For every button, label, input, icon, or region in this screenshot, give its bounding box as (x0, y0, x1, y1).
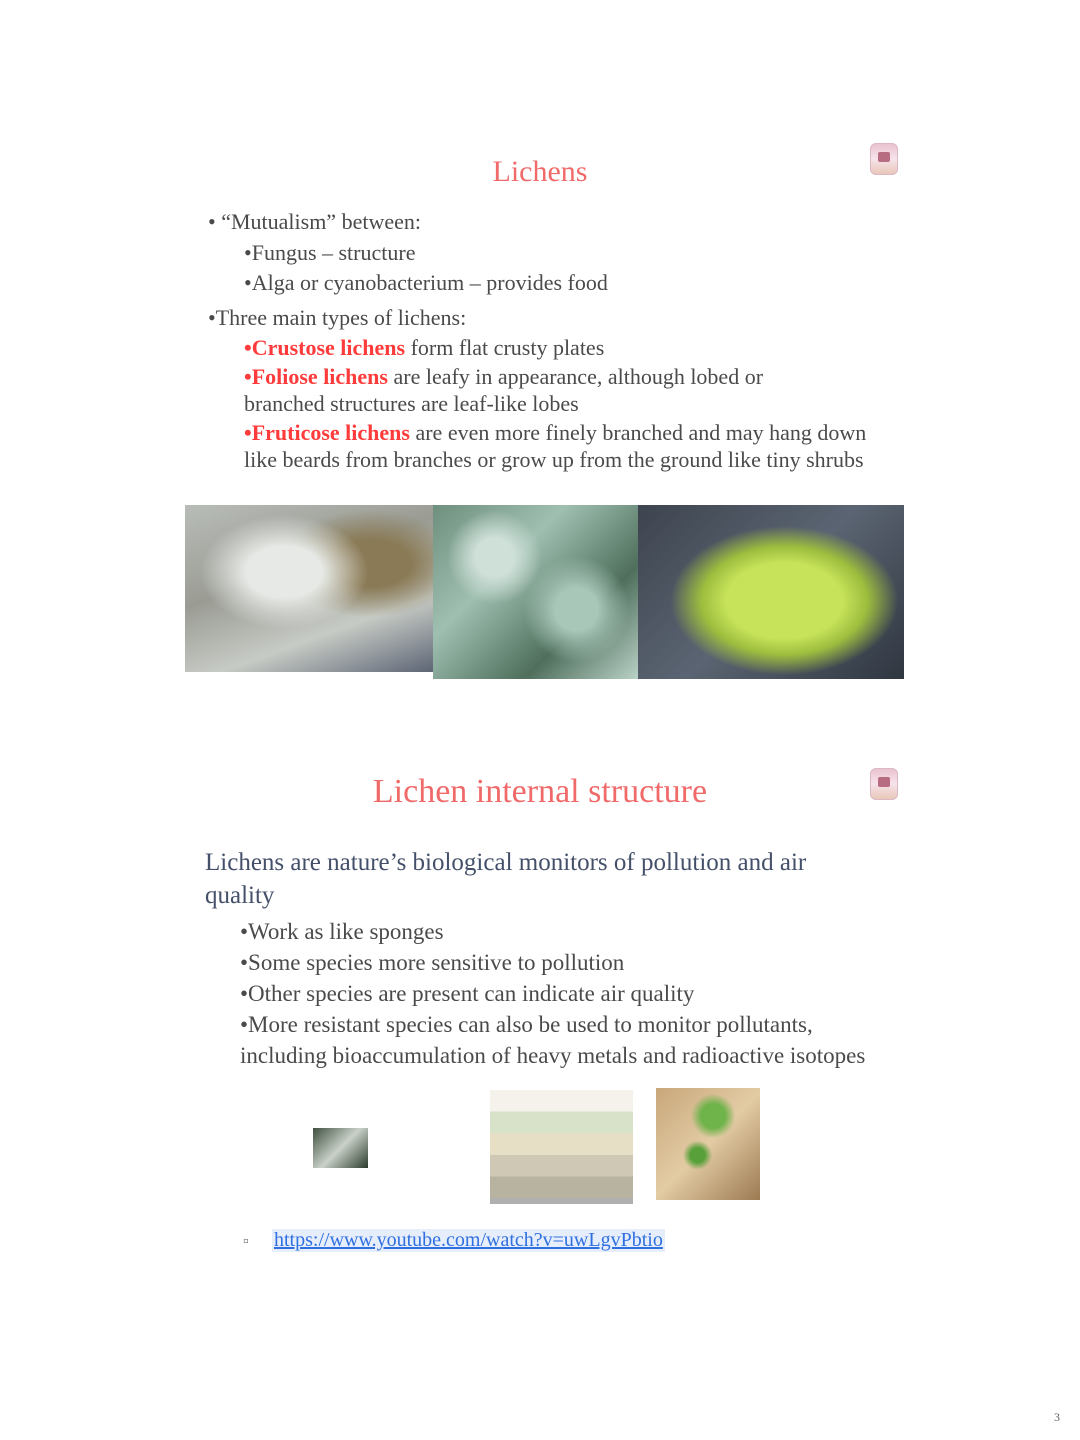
bullet-resistant: •More resistant species can also be used to monitor pollutants, including bioaccumulation of heavy metals and radioactive isotopes (240, 1012, 866, 1068)
type-foliose-name: •Foliose lichens (244, 364, 388, 389)
bullet-fungus: •Fungus – structure (244, 240, 416, 265)
slide-title: Lichen internal structure (372, 773, 708, 810)
type-fruticose-name: •Fruticose lichens (244, 420, 410, 445)
bullet-sensitive: •Some species more sensitive to pollution (240, 950, 625, 975)
slide-title: Lichens (492, 155, 588, 188)
slide-lichen-internal-structure (0, 700, 1080, 1340)
fruticose-lichen-photo (638, 505, 904, 679)
bullet-sponges: •Work as like sponges (240, 919, 444, 944)
bullet-alga: •Alga or cyanobacterium – provides food (244, 270, 608, 295)
lichen-thumbnail-photo (313, 1128, 368, 1168)
page-number: 3 (1054, 1410, 1060, 1424)
bullet-mutualism: • “Mutualism” between: (208, 209, 421, 234)
bullet-three-types: •Three main types of lichens: (208, 305, 467, 330)
lichen-cross-section-diagram (490, 1090, 633, 1204)
type-crustose-desc: form flat crusty plates (405, 335, 605, 360)
type-fruticose-desc: are even more finely branched and may hang down like beards from branches or grow up from the ground like tiny shrubs (244, 420, 867, 472)
type-foliose-desc: are leafy in appearance, although lobed or branched structures are leaf-like lobes (244, 364, 764, 416)
foliose-lichen-photo (433, 505, 638, 679)
link-bullet: ▫ (243, 1233, 249, 1250)
type-fruticose (244, 419, 884, 473)
slide-lichens (0, 0, 1080, 700)
crustose-lichen-photo (185, 505, 433, 672)
youtube-link[interactable]: https://www.youtube.com/watch?v=uwLgvPbtio (274, 1229, 663, 1251)
lichen-closeup-photo (656, 1088, 760, 1200)
lead-text: Lichens are nature’s biological monitors of pollution and air quality (205, 849, 807, 909)
type-crustose (244, 334, 864, 361)
type-foliose (244, 363, 844, 417)
bullet-indicate-air: •Other species are present can indicate air quality (240, 981, 695, 1006)
type-crustose-name: •Crustose lichens (244, 335, 406, 360)
